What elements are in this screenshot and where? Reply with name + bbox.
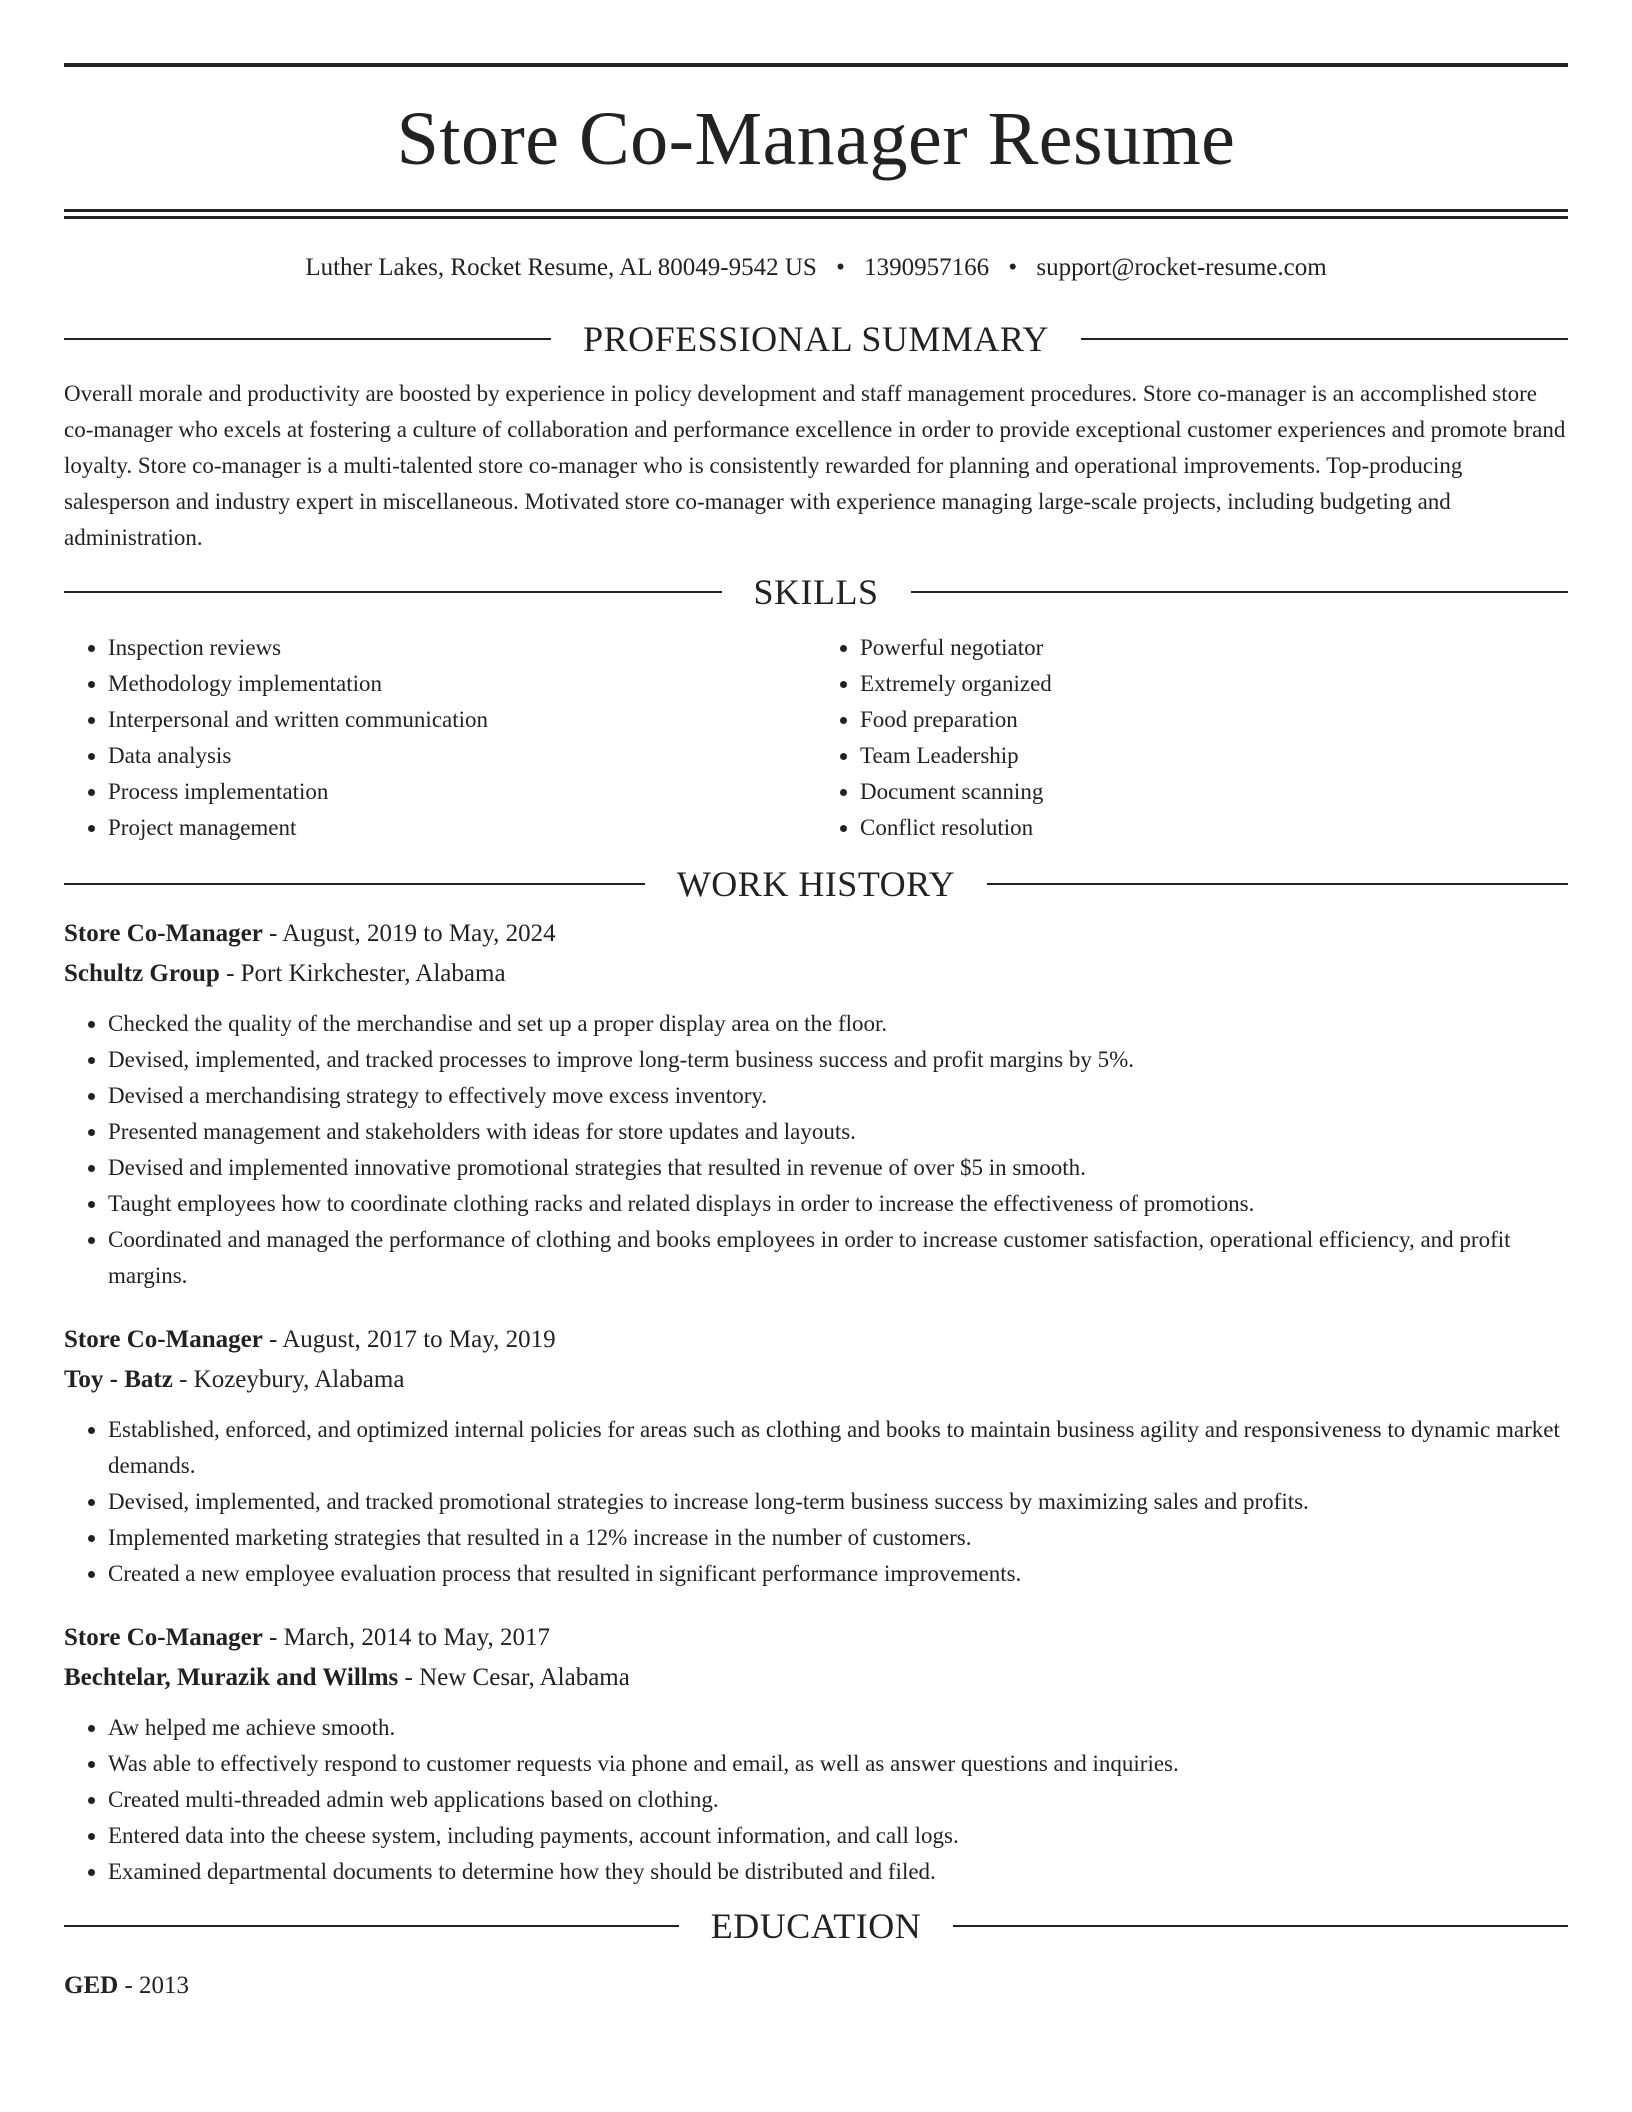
skill-item: • Data analysis (108, 738, 816, 774)
contact-email: support@rocket-resume.com (1036, 254, 1327, 281)
summary-text: Overall morale and productivity are boosted by experience in policy development and staff management procedures. Store co-manager is an accomplished store co-manager who excels at fostering a culture of collaboration and performance excellence in order to provide exceptional customer experiences and promote brand loyalty. Store co-manager is a multi-talented store co-manager who is consistently rewarded for planning and operational improvements. Top-producing salesperson and industry expert in miscellaneous. Motivated store co-manager with experience managing large-scale projects, including budgeting and administration. (64, 381, 1566, 550)
job-bullets (64, 1006, 1568, 1294)
summary-section-header (64, 321, 1568, 357)
section-rule-right (953, 1925, 1568, 1927)
section-rule-right (911, 591, 1569, 593)
work-section-header (64, 866, 1568, 902)
job-location: - New Cesar, Alabama (404, 1664, 630, 1691)
job-bullet: • Entered data into the cheese system, including payments, account information, and call logs. (108, 1818, 1568, 1854)
education-heading: EDUCATION (710, 1906, 922, 1946)
skill-item: • Project management (108, 810, 816, 846)
skills-columns (64, 630, 1568, 846)
job-bullet: • Taught employees how to coordinate clothing racks and related displays in order to increase the effectiveness of promotions. (108, 1186, 1568, 1222)
job-company-line (64, 1360, 1568, 1400)
job-dates: - August, 2017 to May, 2019 (269, 1326, 556, 1353)
job-company: Bechtelar, Murazik and Willms (64, 1664, 399, 1691)
job-title-line (64, 1320, 1568, 1360)
skill-item: • Interpersonal and written communication (108, 702, 816, 738)
contact-line (64, 253, 1568, 283)
job-entry (64, 1618, 1568, 1890)
job-location: - Port Kirkchester, Alabama (226, 960, 506, 987)
contact-separator: • (1008, 254, 1018, 281)
job-bullet: • Created a new employee evaluation process that resulted in significant performance improvements. (108, 1556, 1568, 1592)
education-year: - 2013 (124, 1972, 190, 1999)
job-company-line (64, 1658, 1568, 1698)
section-rule-right (987, 883, 1568, 885)
title-double-rule (64, 209, 1568, 219)
skills-section-header (64, 574, 1568, 610)
job-bullet: • Devised, implemented, and tracked processes to improve long-term business success and profit margins by 5%. (108, 1042, 1568, 1078)
job-bullet: • Examined departmental documents to determine how they should be distributed and filed. (108, 1854, 1568, 1890)
job-bullet: • Established, enforced, and optimized internal policies for areas such as clothing and books to maintain business agility and responsiveness to dynamic market demands. (108, 1412, 1568, 1484)
job-bullet: • Presented management and stakeholders with ideas for store updates and layouts. (108, 1114, 1568, 1150)
education-degree: GED (64, 1972, 119, 1999)
job-title: Store Co-Manager (64, 1326, 263, 1353)
job-bullet: • Was able to effectively respond to customer requests via phone and email, as well as answer questions and inquiries. (108, 1746, 1568, 1782)
skills-heading: SKILLS (753, 572, 879, 612)
job-bullets (64, 1412, 1568, 1592)
skill-item: • Inspection reviews (108, 630, 816, 666)
skill-item: • Methodology implementation (108, 666, 816, 702)
job-bullet: • Checked the quality of the merchandise and set up a proper display area on the floor. (108, 1006, 1568, 1042)
skill-item: • Conflict resolution (860, 810, 1568, 846)
section-rule-left (64, 1925, 679, 1927)
summary-heading: PROFESSIONAL SUMMARY (583, 319, 1049, 359)
job-title: Store Co-Manager (64, 1624, 263, 1651)
job-bullets (64, 1710, 1568, 1890)
skill-item: • Process implementation (108, 774, 816, 810)
contact-separator: • (836, 254, 845, 281)
job-company: Toy - Batz (64, 1366, 173, 1393)
section-rule-left (64, 591, 722, 593)
job-title: Store Co-Manager (64, 920, 263, 947)
job-company-line (64, 954, 1568, 994)
section-rule-right (1081, 338, 1568, 340)
skills-list-left (64, 630, 816, 846)
job-company: Schultz Group (64, 960, 220, 987)
job-bullet: • Devised a merchandising strategy to effectively move excess inventory. (108, 1078, 1568, 1114)
education-entry (64, 1966, 1568, 2006)
contact-address: Luther Lakes, Rocket Resume, AL 80049-9542 US (305, 254, 817, 281)
job-entry (64, 1320, 1568, 1592)
skill-item: • Extremely organized (860, 666, 1568, 702)
job-title-line (64, 1618, 1568, 1658)
work-heading: WORK HISTORY (676, 864, 956, 904)
job-dates: - August, 2019 to May, 2024 (269, 920, 556, 947)
resume-title: Store Co-Manager Resume (396, 97, 1236, 181)
job-bullet: • Devised and implemented innovative promotional strategies that resulted in revenue of over $5 in smooth. (108, 1150, 1568, 1186)
job-bullet: • Implemented marketing strategies that resulted in a 12% increase in the number of customers. (108, 1520, 1568, 1556)
job-bullet: • Created multi-threaded admin web applications based on clothing. (108, 1782, 1568, 1818)
skill-item: • Food preparation (860, 702, 1568, 738)
job-entry (64, 914, 1568, 1294)
section-rule-left (64, 338, 551, 340)
top-rule (64, 63, 1568, 67)
job-bullet: • Devised, implemented, and tracked promotional strategies to increase long-term business success by maximizing sales and profits. (108, 1484, 1568, 1520)
job-bullet: • Coordinated and managed the performance of clothing and books employees in order to increase customer satisfaction, operational efficiency, and profit margins. (108, 1222, 1568, 1294)
job-title-line (64, 914, 1568, 954)
skill-item: • Team Leadership (860, 738, 1568, 774)
contact-phone: 1390957166 (864, 254, 990, 281)
skills-list-right (816, 630, 1568, 846)
education-section-header (64, 1908, 1568, 1944)
skill-item: • Powerful negotiator (860, 630, 1568, 666)
job-location: - Kozeybury, Alabama (179, 1366, 405, 1393)
skill-item: • Document scanning (860, 774, 1568, 810)
job-dates: - March, 2014 to May, 2017 (269, 1624, 551, 1651)
section-rule-left (64, 883, 645, 885)
job-bullet: • Aw helped me achieve smooth. (108, 1710, 1568, 1746)
